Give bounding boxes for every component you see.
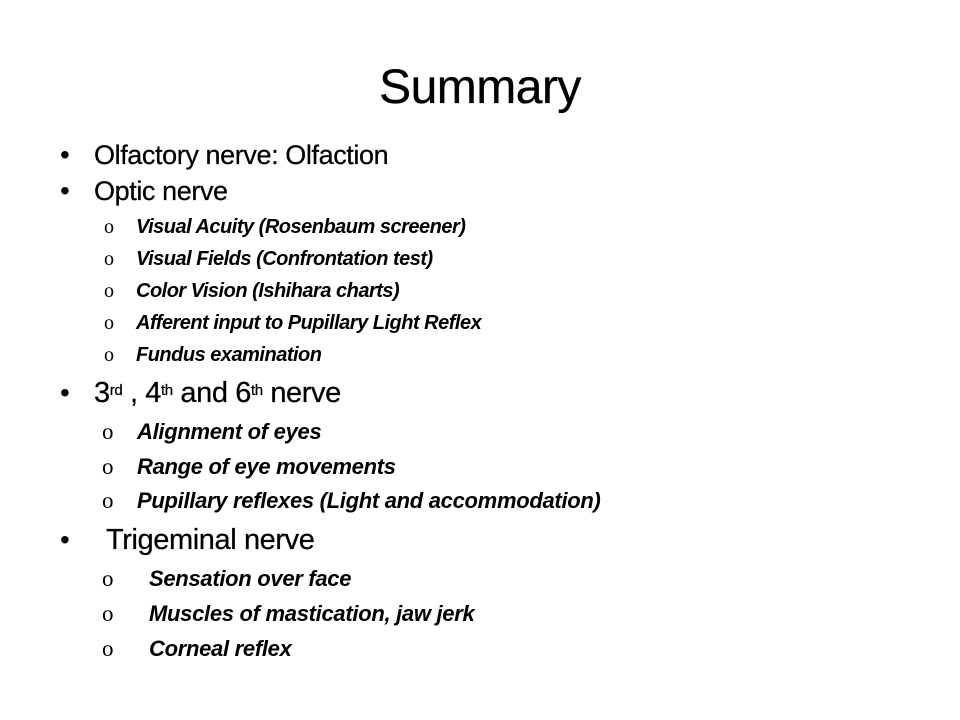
sub-marker: o bbox=[104, 344, 114, 366]
bullet-glyph: • bbox=[60, 377, 70, 408]
ocular-text-part: nerve bbox=[262, 377, 341, 409]
sub-marker: o bbox=[102, 419, 114, 444]
sub-marker: o bbox=[104, 280, 114, 302]
bullet-glyph: • bbox=[60, 524, 70, 555]
sub-text: Alignment of eyes bbox=[137, 419, 322, 444]
ocular-text-part: 3 bbox=[94, 377, 110, 409]
sub-marker: o bbox=[104, 312, 114, 334]
bullet-glyph: • bbox=[60, 175, 70, 206]
sub-text: Muscles of mastication, jaw jerk bbox=[149, 601, 475, 626]
bullet-text: Optic nerve bbox=[94, 176, 228, 206]
slide-title: Summary bbox=[379, 61, 581, 114]
sub-marker: o bbox=[102, 454, 114, 479]
sub-marker: o bbox=[102, 566, 114, 591]
sub-text: Sensation over face bbox=[149, 566, 352, 591]
ocular-superscript: th bbox=[250, 382, 263, 399]
sub-text: Range of eye movements bbox=[137, 454, 396, 479]
sub-marker: o bbox=[102, 488, 114, 513]
bullet-text: Trigeminal nerve bbox=[106, 524, 315, 556]
sub-text: Pupillary reflexes (Light and accommodation) bbox=[137, 488, 601, 513]
bullet-text: Olfactory nerve: Olfaction bbox=[94, 140, 389, 170]
sub-text: Afferent input to Pupillary Light Reflex bbox=[136, 312, 482, 334]
sub-text: Visual Fields (Confrontation test) bbox=[136, 248, 433, 270]
sub-text: Corneal reflex bbox=[149, 636, 292, 661]
sub-text: Color Vision (Ishihara charts) bbox=[136, 280, 400, 302]
bullet-text bbox=[94, 377, 341, 409]
sub-text: Fundus examination bbox=[136, 344, 322, 366]
bullet-glyph: • bbox=[60, 139, 70, 170]
sub-marker: o bbox=[102, 601, 114, 626]
sub-marker: o bbox=[104, 216, 114, 238]
ocular-superscript: rd bbox=[109, 382, 123, 399]
ocular-text-part: , 4 bbox=[122, 377, 161, 409]
sub-marker: o bbox=[102, 636, 114, 661]
sub-text: Visual Acuity (Rosenbaum screener) bbox=[136, 216, 466, 238]
ocular-text-part: and 6 bbox=[172, 377, 251, 409]
sub-marker: o bbox=[104, 248, 114, 270]
ocular-superscript: th bbox=[160, 382, 173, 399]
